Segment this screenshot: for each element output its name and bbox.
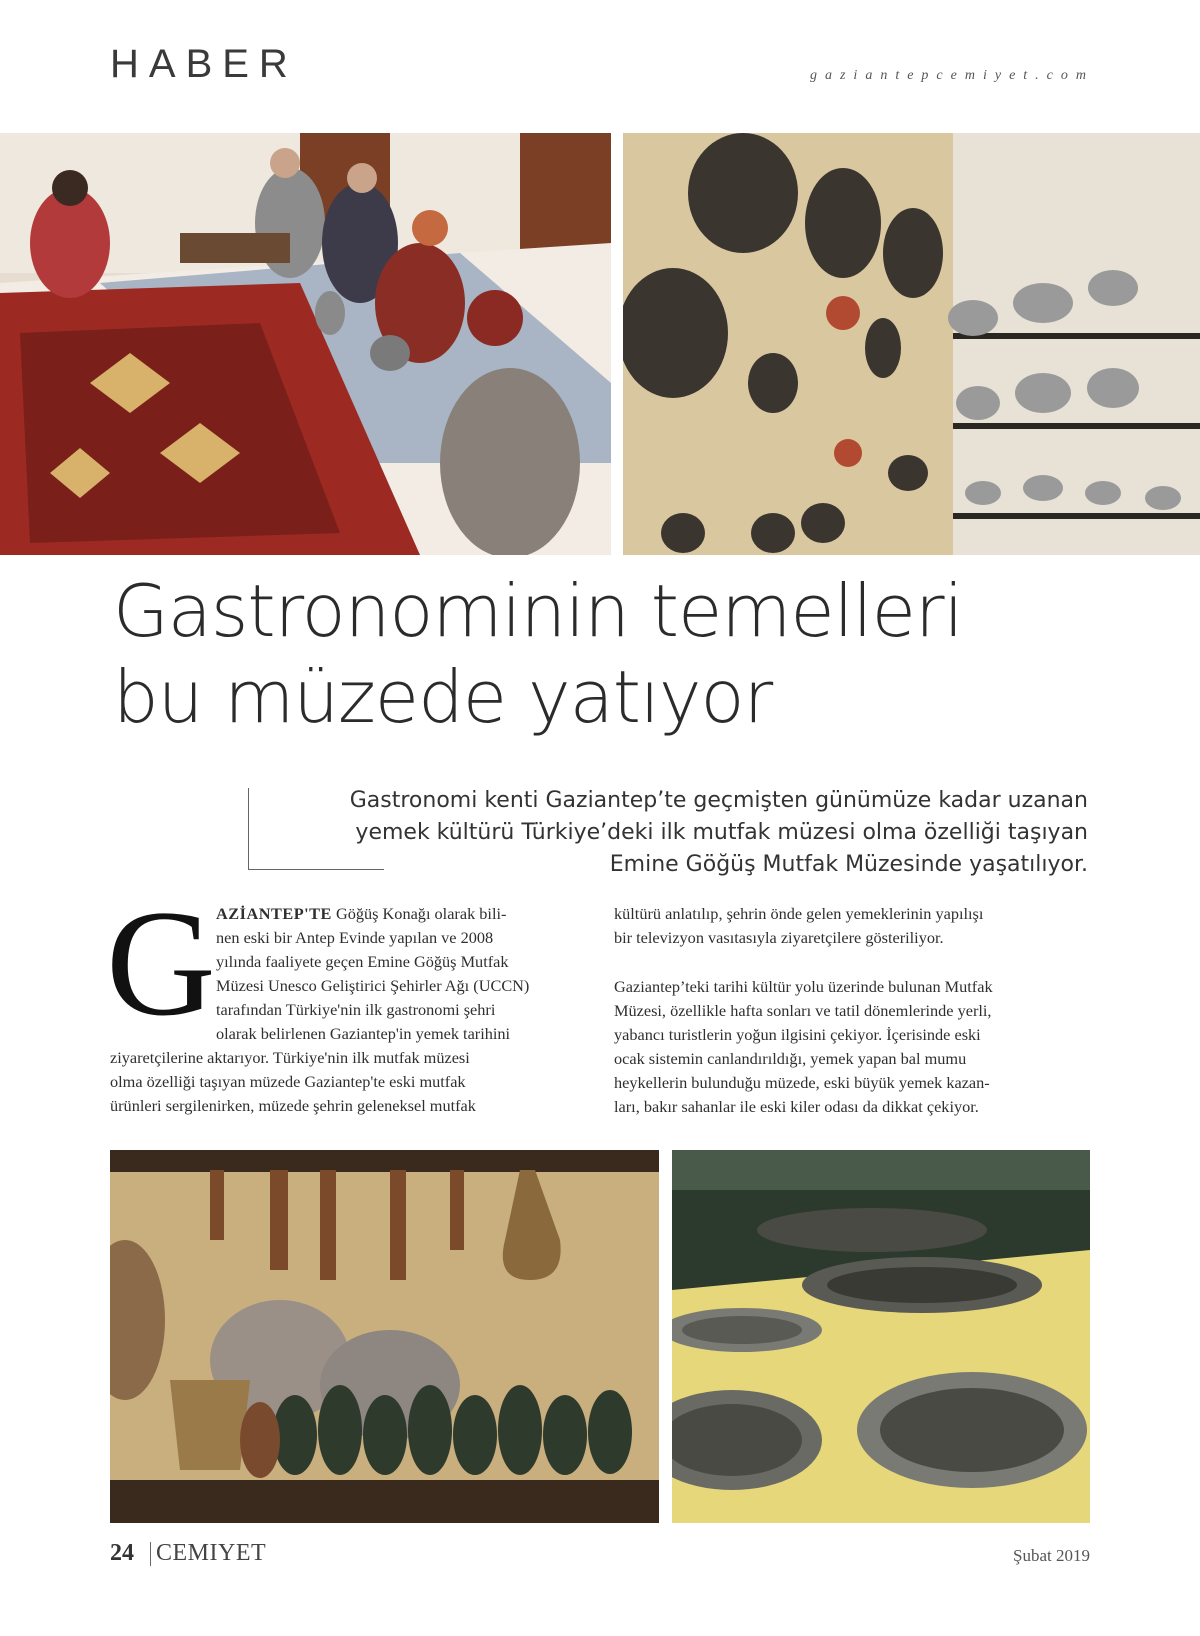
body-column-2-para-1 (614, 902, 983, 950)
kitchen-storage-image (110, 1150, 659, 1523)
body-line: ürünleri sergilenirken, müzede şehrin geleneksel mutfak (110, 1096, 476, 1115)
lead-word: AZİANTEP'TE (216, 904, 332, 923)
standfirst-line-1: Gastronomi kenti Gaziantep’te geçmişten günümüze kadar uzanan (349, 788, 1088, 813)
magazine-name: CEMIYET (156, 1540, 267, 1566)
diorama-image (0, 133, 611, 555)
headline-line-1: Gastronominin temelleri (113, 569, 963, 653)
photo-hanging-vegetables (110, 1150, 659, 1523)
body-line: tarafından Türkiye'nin ilk gastronomi şehri (216, 1000, 496, 1019)
drop-cap: G (106, 879, 216, 1047)
issue-date: Şubat 2019 (1013, 1546, 1090, 1565)
body-line (216, 902, 529, 926)
article-headline (113, 568, 1113, 740)
body-line: olma özelliği taşıyan müzede Gaziantep'te eski mutfak (110, 1072, 466, 1091)
pans-image (623, 133, 1200, 555)
body-line: yabancı turistlerin yoğun ilgisini çekiyor. İçerisinde eski (614, 1025, 981, 1044)
standfirst-line-3: Emine Göğüş Mutfak Müzesinde yaşatılıyor. (609, 852, 1088, 877)
body-column-2-para-2 (614, 975, 993, 1119)
body-line: ları, bakır sahanlar ile eski kiler odası da dikkat çekiyor. (614, 1097, 979, 1116)
website-url[interactable]: gaziantepcemiyet.com (809, 68, 1094, 83)
photo-museum-diorama (0, 133, 611, 555)
body-column-1-full (110, 1046, 476, 1118)
standfirst-line-2: yemek kültürü Türkiye’deki ilk mutfak müzesi olma özelliği taşıyan (355, 820, 1088, 845)
page-number: 24 (110, 1540, 134, 1566)
display-case-image (672, 1150, 1090, 1523)
photo-pans-wall (623, 133, 1200, 555)
body-column-1-indented (216, 902, 529, 1046)
body-line: olarak belirlenen Gaziantep'in yemek tarihini (216, 1024, 511, 1043)
footer-separator (150, 1542, 151, 1566)
body-line: bir televizyon vasıtasıyla ziyaretçilere gösteriliyor. (614, 928, 944, 947)
body-line: nen eski bir Antep Evinde yapılan ve 2008 (216, 928, 494, 947)
article-standfirst (248, 785, 1088, 881)
body-line: ocak sistemin canlandırıldığı, yemek yapan bal mumu (614, 1049, 967, 1068)
body-line: kültürü anlatılıp, şehrin önde gelen yemeklerinin yapılışı (614, 904, 984, 923)
body-line: yılında faaliyete geçen Emine Göğüş Mutfak (216, 952, 509, 971)
body-line: ziyaretçilerine aktarıyor. Türkiye'nin ilk mutfak müzesi (110, 1048, 470, 1067)
body-line: Gaziantep’teki tarihi kültür yolu üzerinde bulunan Mutfak (614, 977, 993, 996)
body-line-text: Göğüş Konağı olarak bili- (331, 904, 507, 923)
body-line: Müzesi Unesco Geliştirici Şehirler Ağı (UCCN) (216, 976, 530, 995)
section-label: HABER (110, 42, 298, 86)
body-line: heykellerin bulunduğu müzede, eski büyük yemek kazan- (614, 1073, 990, 1092)
photo-copper-trays (672, 1150, 1090, 1523)
headline-line-2: bu müzede yatıyor (113, 655, 773, 739)
body-line: Müzesi, özellikle hafta sonları ve tatil dönemlerinde yerli, (614, 1001, 992, 1020)
